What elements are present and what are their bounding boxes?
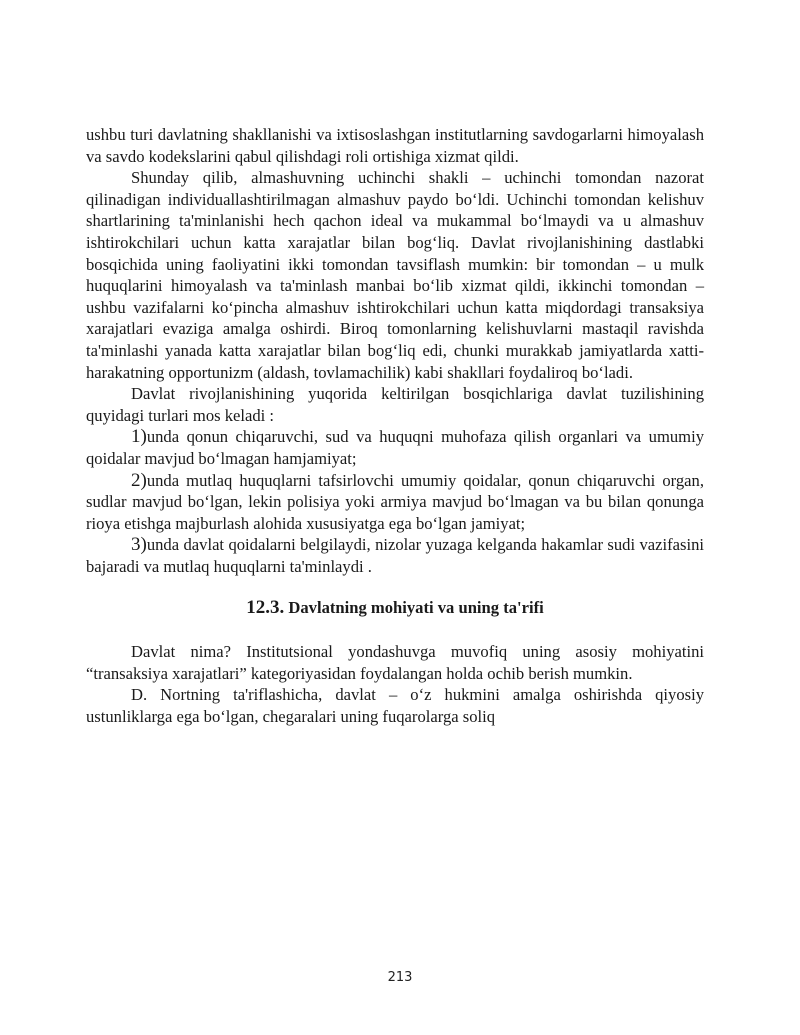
section-heading bbox=[86, 597, 704, 619]
list-item bbox=[86, 426, 704, 469]
section-title: Davlatning mohiyati va uning ta'rifi bbox=[288, 598, 544, 618]
list-item-text: unda mutlaq huquqlarni tafsirlovchi umumiy qoidalar, qonun chiqaruvchi organ, sudlar mavjud bo‘lgan, lekin polisiya yoki armiya mavjud bo‘lmagan va bu bilan qonunga rioya etishga majburlash alohida xususiyatga ega bo‘lgan jamiyat; bbox=[86, 470, 704, 533]
paragraph: D. Nortning ta'riflashicha, davlat – o‘z hukmini amalga oshirishda qiyosiy ustunliklarga ega bo‘lgan, chegaralari uning fuqarolarga soliq bbox=[86, 685, 704, 726]
paragraph: Davlat rivojlanishining yuqorida keltirilgan bosqichlariga davlat tuzilishining quyidagi turlari mos keladi : bbox=[86, 384, 704, 425]
page-number: 213 bbox=[387, 970, 413, 985]
section-number: 12.3. bbox=[246, 597, 285, 619]
paragraph: Shunday qilib, almashuvning uchinchi shakli – uchinchi tomondan nazorat qilinadigan individuallashtirilmagan almashuv paydo bo‘ldi. Uchinchi tomondan kelishuv shartlarining ta'minlanishi hech qachon ideal va mukammal bo‘lmaydi va u almashuv ishtirokchilari uchun katta xarajatlar bilan bog‘liq. Davlat rivojlanishining dastlabki bosqichida uning faoliyatini ikki tomondan tavsiflash mumkin: bir tomondan – u mulk huquqlarini himoyalash va ta'minlash manbai bo‘lib xizmat qildi, ikkinchi tomondan – ushbu vazifalarni ko‘pincha almashuv ishtirokchilari uchun katta miqdordagi transaksiya xarajatlari evaziga amalga oshirdi. Biroq tomonlarning kelishuvlarni mastaqil ravishda ta'minlashi yanada katta xarajatlar bilan bog‘liq edi, chunki murakkab jamiyatlarda xatti- harakatning opportunizm (aldash, tovlamachilik) kabi shakllari foydaliroq bo‘ladi. bbox=[86, 168, 704, 382]
list-item bbox=[86, 470, 704, 535]
paragraph: ushbu turi davlatning shakllanishi va ixtisoslashgan institutlarning savdogarlarni himoyalash va savdo kodekslarini qabul qilishdagi roli ortishiga xizmat qildi. bbox=[86, 125, 704, 166]
list-item-text: unda davlat qoidalarni belgilaydi, nizolar yuzaga kelganda hakamlar sudi vazifasini bajaradi va mutlaq huquqlarni ta'minlaydi . bbox=[86, 535, 704, 576]
list-item-text: unda qonun chiqaruvchi, sud va huquqni muhofaza qilish organlari va umumiy qoidalar mavjud bo‘lmagan hamjamiyat; bbox=[86, 427, 704, 468]
list-item-number: 3) bbox=[131, 534, 147, 556]
paragraph: Davlat nima? Institutsional yondashuvga muvofiq uning asosiy mohiyatini “transaksiya xarajatlari” kategoriyasidan foydalangan holda ochib berish mumkin. bbox=[86, 642, 704, 683]
body-text bbox=[86, 124, 704, 727]
list-item-number: 2) bbox=[131, 469, 147, 491]
list-item bbox=[86, 534, 704, 577]
list-item-number: 1) bbox=[131, 426, 147, 448]
